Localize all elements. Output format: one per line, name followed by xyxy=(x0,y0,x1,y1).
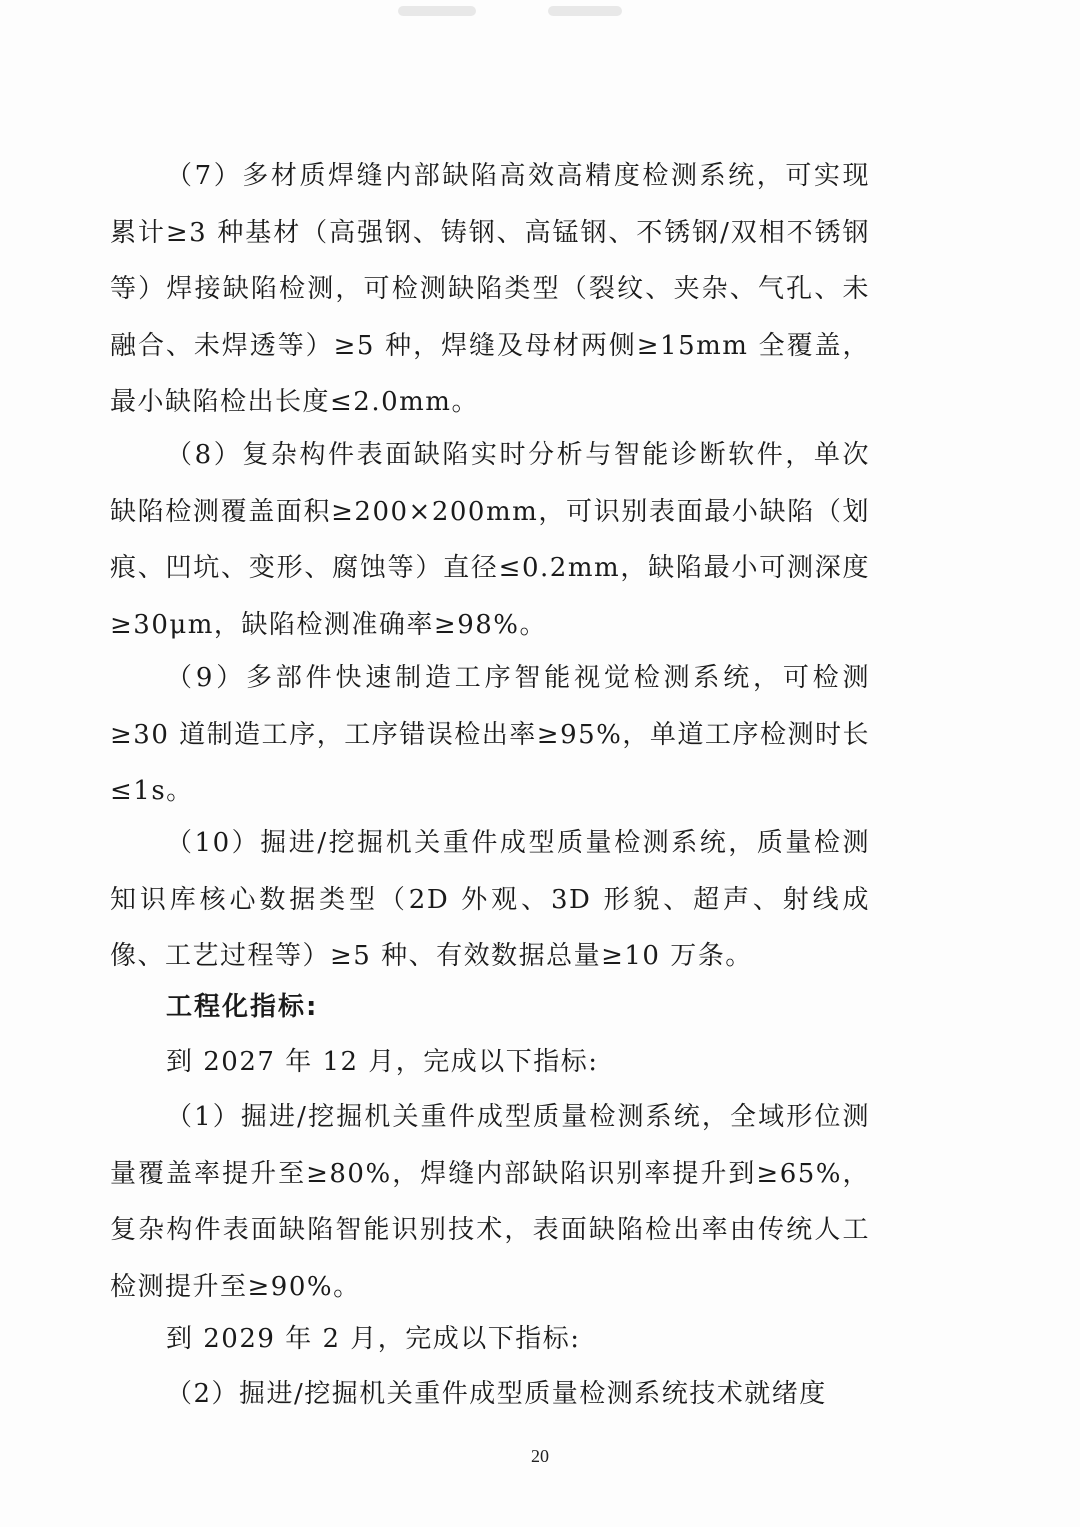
scan-artifact xyxy=(398,6,476,16)
paragraph-deadline-2029: 到 2029 年 2 月，完成以下指标: xyxy=(166,1324,581,1354)
paragraph-item-8: （8）复杂构件表面缺陷实时分析与智能诊断软件，单次缺陷检测覆盖面积≥200×200mm，可识别表面最小缺陷（划痕、凹坑、变形、腐蚀等）直径≤0.2mm，缺陷最小可测深度≥30μm，缺陷检测准确率≥98%。 xyxy=(110,440,870,640)
paragraph-item-9: （9）多部件快速制造工序智能视觉检测系统，可检测≥30 道制造工序，工序错误检出率≥95%，单道工序检测时长≤1s。 xyxy=(110,663,870,806)
paragraph-metric-2: （2）掘进/挖掘机关重件成型质量检测系统技术就绪度 xyxy=(166,1379,827,1409)
paragraph-item-10: （10）掘进/挖掘机关重件成型质量检测系统，质量检测知识库核心数据类型（2D 外观、3D 形貌、超声、射线成像、工艺过程等）≥5 种、有效数据总量≥10 万条。 xyxy=(110,828,870,971)
paragraph-deadline-2027: 到 2027 年 12 月，完成以下指标: xyxy=(166,1047,599,1077)
section-heading: 工程化指标: xyxy=(166,992,319,1022)
paragraph-item-7: （7）多材质焊缝内部缺陷高效高精度检测系统，可实现累计≥3 种基材（高强钢、铸钢、高锰钢、不锈钢/双相不锈钢等）焊接缺陷检测，可检测缺陷类型（裂纹、夹杂、气孔、未融合、未焊透等）≥5 种，焊缝及母材两侧≥15mm 全覆盖，最小缺陷检出长度≤2.0mm。 xyxy=(110,161,870,417)
paragraph-metric-1: （1）掘进/挖掘机关重件成型质量检测系统，全域形位测量覆盖率提升至≥80%，焊缝内部缺陷识别率提升到≥65%，复杂构件表面缺陷智能识别技术，表面缺陷检出率由传统人工检测提升至≥90%。 xyxy=(110,1102,870,1302)
scan-artifact xyxy=(548,6,622,16)
page-number: 20 xyxy=(531,1446,549,1466)
